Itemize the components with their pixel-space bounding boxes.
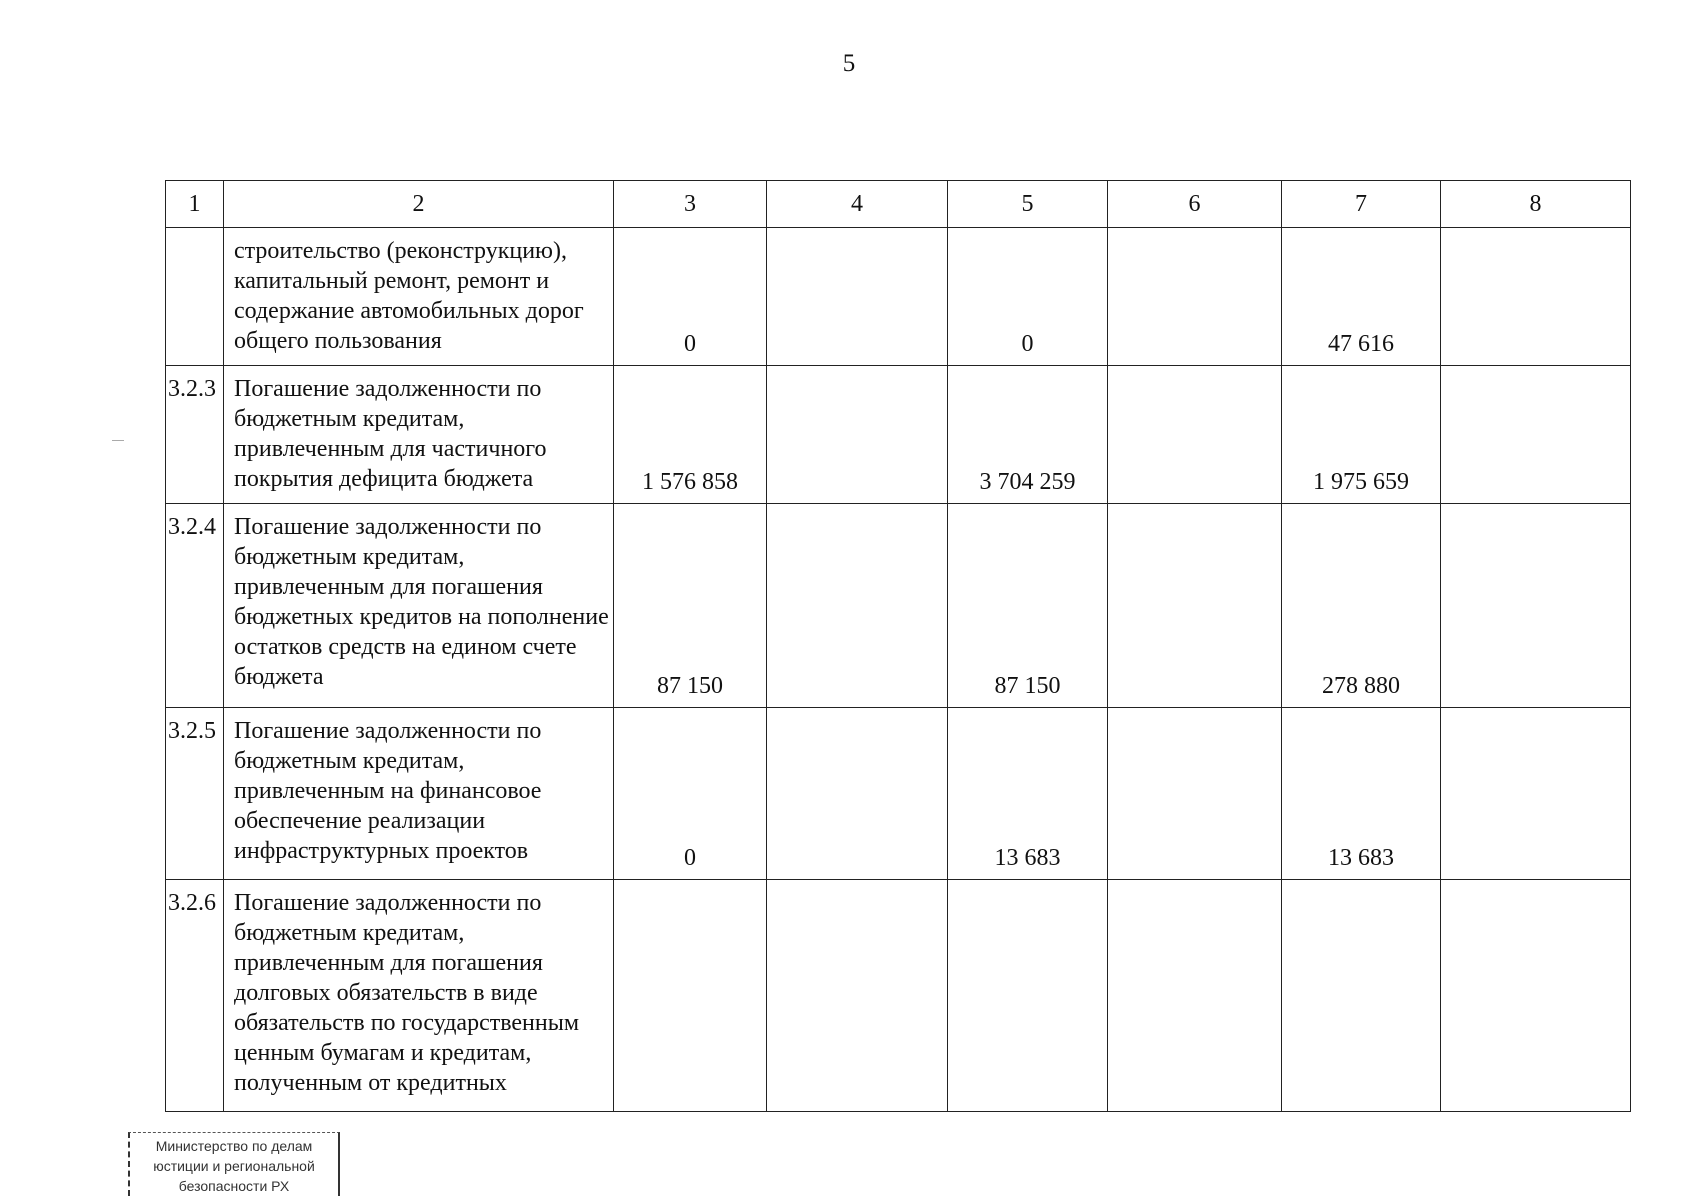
row-code <box>166 228 224 366</box>
row-col-7: 1 975 659 <box>1282 366 1441 504</box>
row-description: Погашение задолженности по бюджетным кредитам, привлеченным для частичного покрытия дефицита бюджета <box>224 366 614 504</box>
header-col-6: 6 <box>1108 181 1282 228</box>
row-col-4 <box>767 708 948 880</box>
row-col-3 <box>614 880 767 1112</box>
header-row <box>166 181 1631 228</box>
stamp-line-2: юстиции и региональной <box>153 1158 315 1174</box>
header-col-7: 7 <box>1282 181 1441 228</box>
row-col-6 <box>1108 366 1282 504</box>
row-col-8 <box>1441 366 1631 504</box>
row-col-4 <box>767 366 948 504</box>
table-row <box>166 366 1631 504</box>
header-col-3: 3 <box>614 181 767 228</box>
row-col-5 <box>948 880 1108 1112</box>
table-row <box>166 504 1631 708</box>
ministry-stamp <box>128 1132 340 1196</box>
row-col-6 <box>1108 228 1282 366</box>
row-description: Погашение задолженности по бюджетным кредитам, привлеченным на финансовое обеспечение реализации инфраструктурных проектов <box>224 708 614 880</box>
row-col-5: 87 150 <box>948 504 1108 708</box>
row-col-3: 1 576 858 <box>614 366 767 504</box>
row-code: 3.2.5 <box>166 708 224 880</box>
row-col-4 <box>767 504 948 708</box>
header-col-5: 5 <box>948 181 1108 228</box>
row-col-8 <box>1441 504 1631 708</box>
row-col-5: 3 704 259 <box>948 366 1108 504</box>
row-col-6 <box>1108 880 1282 1112</box>
table-row <box>166 880 1631 1112</box>
row-code: 3.2.6 <box>166 880 224 1112</box>
row-col-4 <box>767 880 948 1112</box>
row-code: 3.2.4 <box>166 504 224 708</box>
row-col-6 <box>1108 504 1282 708</box>
row-col-5: 13 683 <box>948 708 1108 880</box>
header-col-8: 8 <box>1441 181 1631 228</box>
row-code: 3.2.3 <box>166 366 224 504</box>
row-col-3: 0 <box>614 708 767 880</box>
scan-artifact <box>112 440 124 441</box>
row-col-8 <box>1441 880 1631 1112</box>
row-col-3: 87 150 <box>614 504 767 708</box>
row-description: строительство (реконструкцию), капитальный ремонт, ремонт и содержание автомобильных дорог общего пользования <box>224 228 614 366</box>
row-description: Погашение задолженности по бюджетным кредитам, привлеченным для погашения долговых обязательств в виде обязательств по государственным ценным бумагам и кредитам, полученным от кредитных <box>224 880 614 1112</box>
header-col-4: 4 <box>767 181 948 228</box>
row-col-6 <box>1108 708 1282 880</box>
table-row <box>166 228 1631 366</box>
row-col-5: 0 <box>948 228 1108 366</box>
row-col-7: 278 880 <box>1282 504 1441 708</box>
row-col-7: 13 683 <box>1282 708 1441 880</box>
row-col-4 <box>767 228 948 366</box>
table-row <box>166 708 1631 880</box>
row-col-3: 0 <box>614 228 767 366</box>
header-col-1: 1 <box>166 181 224 228</box>
stamp-line-3: безопасности РХ <box>178 1178 290 1194</box>
row-col-7: 47 616 <box>1282 228 1441 366</box>
row-description: Погашение задолженности по бюджетным кредитам, привлеченным для погашения бюджетных кредитов на пополнение остатков средств на едином счете бюджета <box>224 504 614 708</box>
row-col-8 <box>1441 228 1631 366</box>
page-number: 5 <box>842 50 856 77</box>
budget-table <box>165 180 1631 1112</box>
row-col-8 <box>1441 708 1631 880</box>
row-col-7 <box>1282 880 1441 1112</box>
header-col-2: 2 <box>224 181 614 228</box>
stamp-line-1: Министерство по делам <box>155 1138 313 1154</box>
